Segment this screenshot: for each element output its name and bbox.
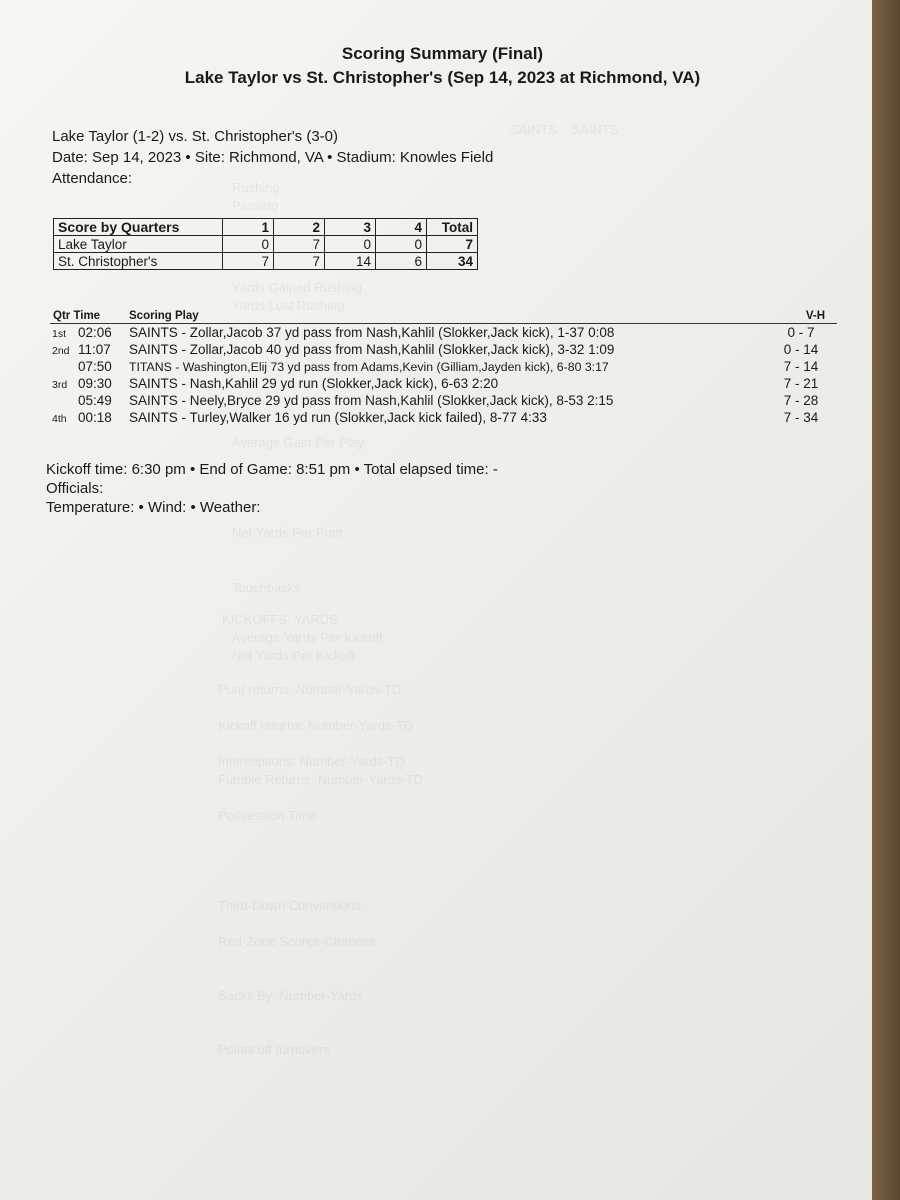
play-quarter: 4th — [52, 413, 67, 425]
team-name: Lake Taylor — [54, 236, 223, 253]
play-quarter: 3rd — [52, 379, 68, 391]
table-row — [54, 253, 478, 270]
plays-header-row — [50, 305, 837, 324]
quarter-score: 14 — [325, 253, 376, 270]
play-description: SAINTS - Zollar,Jacob 37 yd pass from Nash,Kahlil (Slokker,Jack kick), 1-37 0:08 — [129, 325, 615, 340]
quarter-score: 7 — [223, 253, 274, 270]
column-header: 2 — [274, 219, 325, 236]
table-row — [50, 358, 837, 375]
play-description: SAINTS - Zollar,Jacob 40 yd pass from Nash,Kahlil (Slokker,Jack kick), 3-32 1:09 — [129, 342, 615, 357]
scoring-plays-table — [50, 305, 837, 426]
play-time: 00:18 — [78, 410, 112, 425]
play-description: SAINTS - Neely,Bryce 29 yd pass from Nash,Kahlil (Slokker,Jack kick), 8-53 2:15 — [129, 393, 614, 408]
table-row — [50, 392, 837, 409]
play-score: 7 - 34 — [783, 410, 819, 425]
table-row — [54, 236, 478, 253]
play-score: 7 - 28 — [783, 393, 819, 408]
play-quarter: 1st — [52, 328, 67, 340]
column-header: 3 — [325, 219, 376, 236]
play-time: 05:49 — [78, 393, 112, 408]
show-through-text: SAINTS SAINTS Rushing Passing Yards Gained Rushing Yards Lost Rushing Average Gain Per Play Net Yards Per Punt Touchbacks KICKOFFS: YARDS Average Yards Per Kickoff Net Yards Per Kickoff Punt returns: Number-Yards-TD Kickoff returns: Number-Yards-TD Interceptions: Number-Yards-TD Fumble Returns: Number-Yards-TD Possession Time Third-Down Conversions Red-Zone Scores-Chances Sacks By: Number-Yards Points off turnovers — [218, 122, 619, 1057]
play-time: 11:07 — [78, 342, 111, 357]
play-time: 09:30 — [78, 376, 112, 391]
qtr-time-header: Qtr Time — [53, 310, 101, 322]
desk-surface — [872, 0, 900, 1200]
table-header-row — [54, 219, 478, 236]
attendance-line: Attendance: — [52, 170, 133, 187]
game-info — [52, 126, 493, 189]
column-header: Total — [427, 219, 478, 236]
matchup-line: Lake Taylor (1-2) vs. St. Christopher's (3-0) — [52, 128, 339, 145]
quarter-score: 0 — [325, 236, 376, 253]
total-score: 7 — [427, 236, 478, 253]
game-footer — [46, 460, 498, 517]
column-header: 4 — [376, 219, 427, 236]
quarter-score: 7 — [274, 236, 325, 253]
column-header: 1 — [223, 219, 274, 236]
scoring-play-header: Scoring Play — [129, 310, 199, 322]
play-score: 7 - 21 — [783, 376, 819, 391]
play-quarter: 2nd — [52, 345, 70, 357]
score-by-quarters-table — [53, 218, 478, 270]
weather-line: Temperature: • Wind: • Weather: — [46, 499, 261, 516]
play-score: 7 - 14 — [783, 359, 819, 374]
report-title-block — [0, 44, 885, 88]
play-description: TITANS - Washington,Elij 73 yd pass from Adams,Kevin (Gilliam,Jayden kick), 6-80 3:17 — [129, 360, 609, 374]
table-row — [50, 341, 837, 358]
table-row — [50, 324, 837, 341]
total-score: 34 — [427, 253, 478, 270]
play-time: 02:06 — [78, 325, 112, 340]
play-time: 07:50 — [78, 359, 112, 374]
play-description: SAINTS - Turley,Walker 16 yd run (Slokker,Jack kick failed), 8-77 4:33 — [129, 410, 547, 425]
date-site-line: Date: Sep 14, 2023 • Site: Richmond, VA • Stadium: Knowles Field — [52, 149, 494, 166]
report-subtitle: Lake Taylor vs St. Christopher's (Sep 14, 2023 at Richmond, VA) — [184, 68, 701, 87]
play-description: SAINTS - Nash,Kahlil 29 yd run (Slokker,Jack kick), 6-63 2:20 — [129, 376, 499, 391]
play-score: 0 - 14 — [783, 342, 819, 357]
quarter-score: 0 — [376, 236, 427, 253]
quarter-score: 6 — [376, 253, 427, 270]
officials-line: Officials: — [46, 480, 104, 497]
score-header: V-H — [805, 310, 825, 322]
team-name: St. Christopher's — [54, 253, 223, 270]
table-row — [50, 409, 837, 426]
table-header-label: Score by Quarters — [54, 219, 223, 236]
kickoff-time-line: Kickoff time: 6:30 pm • End of Game: 8:51 pm • Total elapsed time: - — [46, 461, 498, 478]
play-score: 0 - 7 — [787, 325, 815, 340]
quarter-score: 0 — [223, 236, 274, 253]
table-row — [50, 375, 837, 392]
report-title: Scoring Summary (Final) — [341, 44, 544, 63]
quarter-score: 7 — [274, 253, 325, 270]
